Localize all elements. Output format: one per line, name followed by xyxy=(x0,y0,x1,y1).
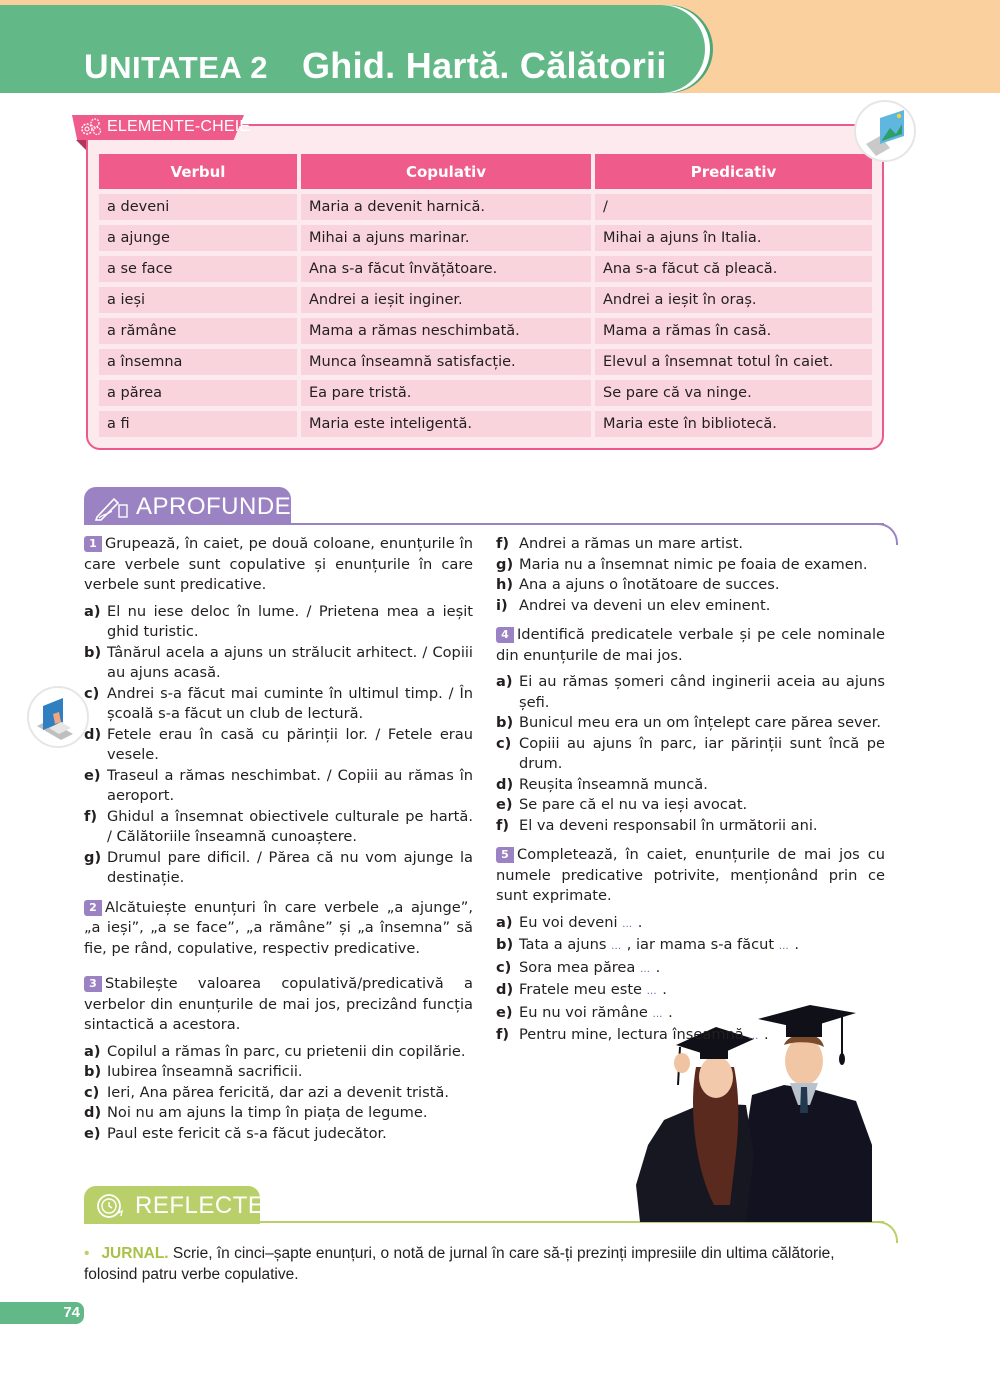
task-number-badge: 2 xyxy=(84,900,102,916)
table-row xyxy=(99,256,872,282)
exercise-item xyxy=(496,555,885,576)
item-text-part: , iar mama s-a făcut xyxy=(622,936,779,953)
exercise-item xyxy=(496,980,885,1003)
predicative-example-cell: Elevul a însemnat totul în caiet. xyxy=(595,349,872,375)
copulative-example-cell: Mama a rămas neschimbată. xyxy=(301,318,591,344)
item-letter: b) xyxy=(84,643,102,661)
item-letter: f) xyxy=(496,816,510,834)
item-letter: b) xyxy=(84,1063,102,1080)
journal-text: Scrie, în cinci–șapte enunțuri, o notă de jurnal în care să-ți prezinți impresiile din ultima călătorie, folosind patru verbe copulative. xyxy=(84,1245,835,1283)
task-1 xyxy=(84,534,473,596)
item-letter: d) xyxy=(84,1104,102,1121)
item-text xyxy=(519,913,885,936)
item-text: El va deveni responsabil în următorii ani. xyxy=(519,816,818,834)
item-text: Iubirea înseamnă sacrificii. xyxy=(107,1063,303,1080)
item-letter: d) xyxy=(496,981,514,998)
item-letter: g) xyxy=(496,555,514,573)
table-row xyxy=(99,194,872,220)
exercise-item xyxy=(496,1003,885,1026)
reflectez-title: REFLECTEZ xyxy=(135,1192,280,1219)
right-column xyxy=(496,534,885,1048)
item-text: Copiii au ajuns în parc, iar părinții sunt încă pe drum. xyxy=(519,734,885,772)
item-text xyxy=(519,1003,885,1026)
interactive-exercise-badge[interactable] xyxy=(27,686,89,748)
item-text-part: . xyxy=(759,1026,769,1043)
item-text: Se pare că el nu va ieși avocat. xyxy=(519,796,748,813)
item-text-part: Tata a ajuns xyxy=(519,936,612,953)
item-letter: c) xyxy=(496,958,512,976)
task-number-badge: 3 xyxy=(84,976,102,992)
item-letter: c) xyxy=(84,684,100,702)
journal-task xyxy=(84,1243,890,1285)
item-letter: b) xyxy=(496,714,514,731)
item-letter: e) xyxy=(496,1003,513,1021)
pen-writing-icon xyxy=(94,493,130,521)
item-text-part: . xyxy=(657,981,667,998)
column-header-predicative: Predicativ xyxy=(595,154,872,189)
exercise-item xyxy=(496,795,885,816)
exercise-item xyxy=(496,596,885,617)
table-row xyxy=(99,411,872,437)
key-elements-table xyxy=(95,149,876,442)
exercise-item xyxy=(496,935,885,958)
copulative-example-cell: Maria este inteligentă. xyxy=(301,411,591,437)
item-letter: a) xyxy=(84,1042,101,1060)
table-row xyxy=(99,318,872,344)
item-letter: h) xyxy=(496,576,514,593)
item-letter: e) xyxy=(496,796,513,813)
item-text: Reușita înseamnă muncă. xyxy=(519,775,708,793)
verb-cell: a ieși xyxy=(99,287,297,313)
item-letter: e) xyxy=(84,1124,101,1142)
exercise-item xyxy=(496,672,885,713)
exercise-item xyxy=(84,1083,473,1104)
item-text: Fetele erau în casă cu părinții lor. / Fetele erau vesele. xyxy=(107,725,473,763)
blank-placeholder: … xyxy=(640,963,651,975)
predicative-example-cell: / xyxy=(595,194,872,220)
item-text: Ghidul a însemnat obiectivele culturale pe hartă. / Călătoriile înseamnă cunoaștere. xyxy=(107,807,473,845)
item-letter: f) xyxy=(496,535,510,552)
verb-cell: a însemna xyxy=(99,349,297,375)
table-row xyxy=(99,380,872,406)
item-text: El nu iese deloc în lume. / Prietena mea a ieșit ghid turistic. xyxy=(107,602,473,640)
table-row xyxy=(99,225,872,251)
task-number-badge: 1 xyxy=(84,536,102,552)
aprofundez-divider xyxy=(84,523,884,525)
item-text-part: Pentru mine, lectura înseamnă xyxy=(519,1026,749,1043)
verb-cell: a rămâne xyxy=(99,318,297,344)
verb-cell: a părea xyxy=(99,380,297,406)
key-elements-label: ELEMENTE-CHEIE xyxy=(107,118,251,135)
item-text-part: Fratele meu este xyxy=(519,981,647,998)
copulative-example-cell: Ea pare tristă. xyxy=(301,380,591,406)
predicative-example-cell: Maria este în bibliotecă. xyxy=(595,411,872,437)
task-2 xyxy=(84,898,473,960)
blank-placeholder: … xyxy=(778,941,790,952)
exercise-item xyxy=(84,1062,473,1083)
column-header-copulative: Copulativ xyxy=(301,154,591,189)
exercise-item xyxy=(84,1103,473,1124)
reflection-clock-icon xyxy=(94,1191,126,1221)
exercise-item xyxy=(496,575,885,596)
exercise-item xyxy=(84,766,473,807)
item-text xyxy=(519,980,885,1003)
item-letter: b) xyxy=(496,936,514,953)
item-text: Copilul a rămas în parc, cu prietenii din copilărie. xyxy=(107,1042,466,1060)
predicative-example-cell: Andrei a ieșit în oraș. xyxy=(595,287,872,313)
blank-placeholder: … xyxy=(748,1031,760,1042)
copulative-example-cell: Mihai a ajuns marinar. xyxy=(301,225,591,251)
blank-placeholder: … xyxy=(652,1008,664,1020)
image-gallery-badge[interactable] xyxy=(854,100,916,162)
item-text: Maria nu a însemnat nimic pe foaia de examen. xyxy=(519,555,868,573)
verb-cell: a fi xyxy=(99,411,297,437)
item-letter: a) xyxy=(496,913,513,931)
exercise-item xyxy=(496,775,885,796)
item-text-part: . xyxy=(789,936,800,953)
task-instruction: Identifică predicatele verbale și pe cele nominale din enunțurile de mai jos. xyxy=(496,626,885,664)
column-header-verb: Verbul xyxy=(99,154,297,189)
item-text: Andrei va deveni un elev eminent. xyxy=(519,596,771,614)
task-instruction: Stabilește valoarea copulativă/predicativă a verbelor din enunțurile de mai jos, precizând funcția sintactică a acestora. xyxy=(84,975,473,1033)
exercise-item xyxy=(496,1025,885,1048)
blank-placeholder: … xyxy=(622,918,634,930)
item-text: Ana a ajuns o înotătoare de succes. xyxy=(519,576,780,593)
item-text-part: . xyxy=(633,913,643,931)
task-instruction: Alcătuiește enunțuri în care verbele „a ajunge”, „a ieși”, „a se face”, „a rămâne” și „a însemna” să fie, pe rând, copulative, respectiv predicative. xyxy=(84,898,473,957)
item-text: Paul este fericit că s-a făcut judecător. xyxy=(107,1124,387,1142)
item-text: Ei au rămas șomeri când inginerii aceia au ajuns șefi. xyxy=(519,673,885,711)
copulative-example-cell: Munca înseamnă satisfacție. xyxy=(301,349,591,375)
copulative-example-cell: Ana s-a făcut învățătoare. xyxy=(301,256,591,282)
item-text-part: . xyxy=(663,1003,673,1021)
item-letter: e) xyxy=(84,766,101,784)
verb-cell: a deveni xyxy=(99,194,297,220)
predicative-example-cell: Mihai a ajuns în Italia. xyxy=(595,225,872,251)
item-letter: d) xyxy=(84,725,102,743)
item-letter: f) xyxy=(84,807,98,825)
copulative-example-cell: Andrei a ieșit inginer. xyxy=(301,287,591,313)
verb-cell: a ajunge xyxy=(99,225,297,251)
item-text xyxy=(519,958,885,981)
exercise-item xyxy=(84,643,473,684)
predicative-example-cell: Ana s-a făcut că pleacă. xyxy=(595,256,872,282)
exercise-item xyxy=(496,816,885,837)
item-text xyxy=(519,1025,885,1048)
item-text: Andrei a rămas un mare artist. xyxy=(519,535,744,552)
picture-icon xyxy=(856,102,918,164)
predicative-example-cell: Mama a rămas în casă. xyxy=(595,318,872,344)
bullet-icon: • xyxy=(84,1245,90,1262)
item-letter: c) xyxy=(496,734,512,752)
page-number: 74 xyxy=(0,1302,84,1324)
exercise-item xyxy=(496,534,885,555)
item-text-part: Sora mea părea xyxy=(519,958,640,976)
blank-placeholder: … xyxy=(611,941,623,952)
exercise-item xyxy=(84,1042,473,1063)
exercise-item xyxy=(496,958,885,981)
item-text: Tânărul acela a ajuns un strălucit arhitect. / Copiii au ajuns acasă. xyxy=(107,643,473,681)
task-5 xyxy=(496,845,885,907)
item-letter: a) xyxy=(496,673,513,690)
blank-placeholder: … xyxy=(646,986,658,997)
exercise-item xyxy=(84,725,473,766)
exercise-item xyxy=(84,602,473,643)
journal-label: JURNAL. xyxy=(101,1245,169,1262)
table-row xyxy=(99,287,872,313)
reflectez-divider-curve xyxy=(874,1221,898,1243)
table-header-row xyxy=(99,154,872,189)
exercise-item xyxy=(84,1124,473,1145)
item-text-part: Eu voi deveni xyxy=(519,913,623,931)
task-4 xyxy=(496,625,885,666)
item-letter: c) xyxy=(84,1083,100,1101)
left-column xyxy=(84,534,473,1144)
exercise-item xyxy=(84,848,473,889)
task-instruction: Completează, în caiet, enunțurile de mai jos cu numele predicative potrivite, menționând prin ce sunt exprimate. xyxy=(496,846,885,904)
unit-title: Ghid. Hartă. Călătorii xyxy=(302,45,667,86)
task-number-badge: 4 xyxy=(496,627,514,643)
item-letter: g) xyxy=(84,848,102,866)
item-text: Traseul a rămas neschimbat. / Copiii au rămas în aeroport. xyxy=(107,766,473,804)
item-text-part: Eu nu voi rămâne xyxy=(519,1003,653,1021)
exercise-item xyxy=(496,713,885,734)
item-letter: i) xyxy=(496,596,508,614)
item-letter: d) xyxy=(496,775,514,793)
verb-cell: a se face xyxy=(99,256,297,282)
task-instruction: Grupează, în caiet, pe două coloane, enunțurile în care verbele sunt copulative și enunțurile în care verbele sunt predicative. xyxy=(84,535,473,593)
gears-icon xyxy=(79,117,103,137)
exercise-item xyxy=(84,807,473,848)
item-text: Drumul pare dificil. / Părea că nu vom ajunge la destinație. xyxy=(107,848,473,886)
item-letter: a) xyxy=(84,602,101,620)
unit-label: UNITATEA 2 xyxy=(84,48,268,86)
laptop-icon xyxy=(29,688,91,750)
aprofundez-title: APROFUNDEZ xyxy=(136,493,307,520)
tag-fold xyxy=(76,140,86,150)
task-3 xyxy=(84,974,473,1036)
item-text: Bunicul meu era un om înțelept care părea sever. xyxy=(519,714,881,731)
item-text-part: . xyxy=(651,958,661,976)
item-letter: f) xyxy=(496,1026,510,1043)
table-row xyxy=(99,349,872,375)
item-text: Andrei s-a făcut mai cuminte în ultimul timp. / În școală s-a făcut un club de lectură. xyxy=(107,684,473,722)
task-number-badge: 5 xyxy=(496,847,514,863)
copulative-example-cell: Maria a devenit harnică. xyxy=(301,194,591,220)
item-text xyxy=(519,935,885,958)
item-text: Noi nu am ajuns la timp în piața de legume. xyxy=(107,1104,428,1121)
predicative-example-cell: Se pare că va ninge. xyxy=(595,380,872,406)
item-text: Ieri, Ana părea fericită, dar azi a devenit tristă. xyxy=(107,1083,449,1101)
exercise-item xyxy=(496,913,885,936)
exercise-item xyxy=(84,684,473,725)
exercise-item xyxy=(496,734,885,775)
